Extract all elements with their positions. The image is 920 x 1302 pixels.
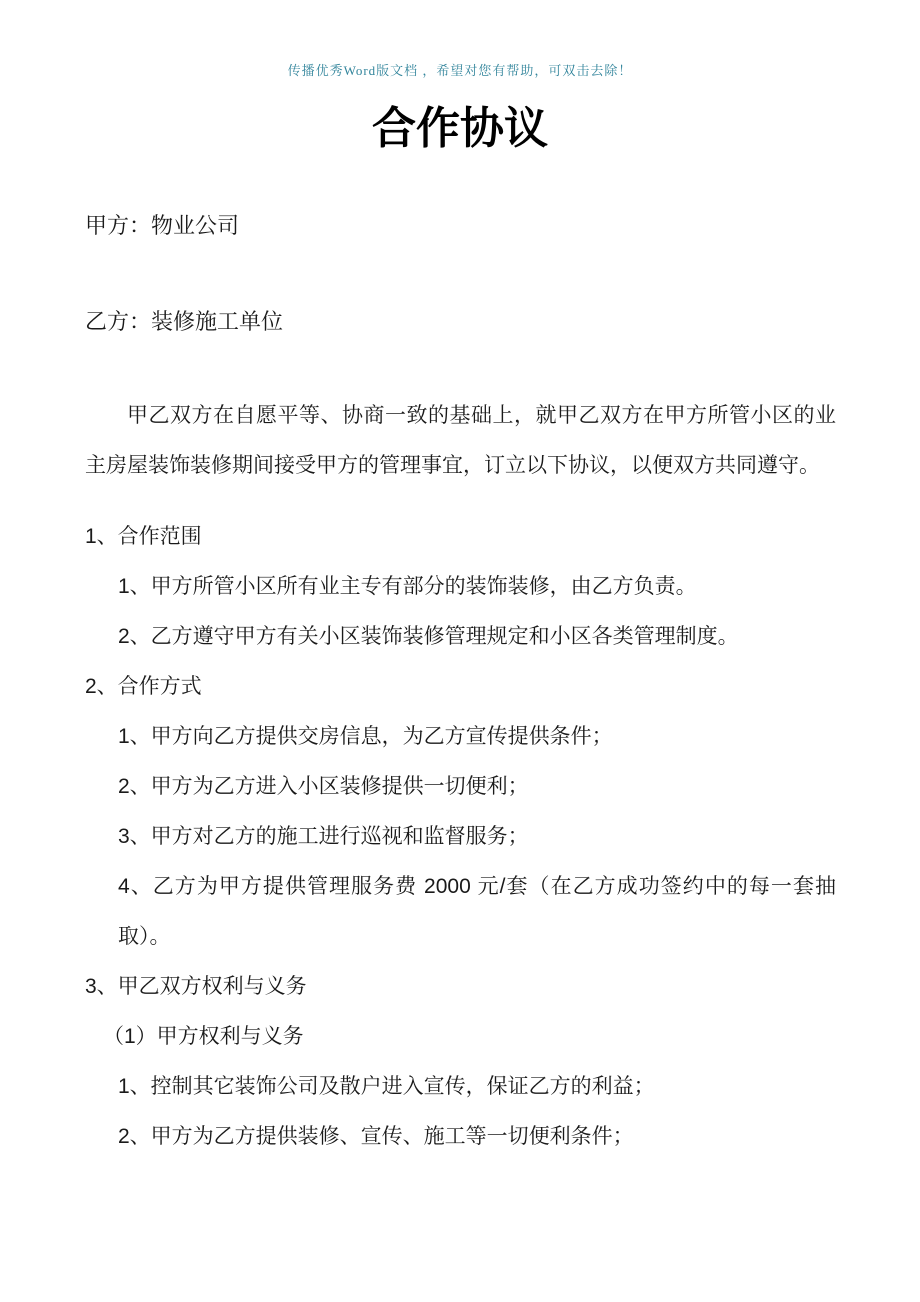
section-1-item-1: 1、甲方所管小区所有业主专有部分的装饰装修，由乙方负责。 bbox=[118, 575, 697, 598]
party-a-line: 甲方：物业公司 bbox=[85, 213, 240, 238]
section-2-item-4: 4、乙方为甲方提供管理服务费 2000 元/套（在乙方成功签约中的每一套抽取）。 bbox=[118, 875, 836, 948]
section-2-item-3: 3、甲方对乙方的施工进行巡视和监督服务； bbox=[118, 825, 529, 848]
section-2-item-2: 2、甲方为乙方进入小区装修提供一切便利； bbox=[118, 775, 529, 798]
section-3-subheading: （1）甲方权利与义务 bbox=[103, 1025, 304, 1048]
document-body bbox=[0, 201, 920, 1162]
section-3-item-2: 2、甲方为乙方提供装修、宣传、施工等一切便利条件； bbox=[118, 1125, 634, 1148]
document-title: 合作协议 bbox=[372, 104, 548, 153]
preamble-paragraph: 甲乙双方在自愿平等、协商一致的基础上，就甲乙双方在甲方所管小区的业主房屋装饰装修期间接受甲方的管理事宜，订立以下协议，以便双方共同遵守。 bbox=[85, 404, 836, 477]
section-1-item-2: 2、乙方遵守甲方有关小区装饰装修管理规定和小区各类管理制度。 bbox=[118, 625, 739, 648]
section-1-heading: 1、合作范围 bbox=[85, 525, 202, 548]
section-2-item-1: 1、甲方向乙方提供交房信息，为乙方宣传提供条件； bbox=[118, 725, 613, 748]
section-3-heading: 3、甲乙双方权利与义务 bbox=[85, 975, 307, 998]
section-3-item-1: 1、控制其它装饰公司及散户进入宣传，保证乙方的利益； bbox=[118, 1075, 655, 1098]
template-removal-note: 传播优秀Word版文档 ，希望对您有帮助，可双击去除！ bbox=[287, 63, 633, 78]
section-2-heading: 2、合作方式 bbox=[85, 675, 202, 698]
party-b-line: 乙方：装修施工单位 bbox=[85, 309, 284, 334]
